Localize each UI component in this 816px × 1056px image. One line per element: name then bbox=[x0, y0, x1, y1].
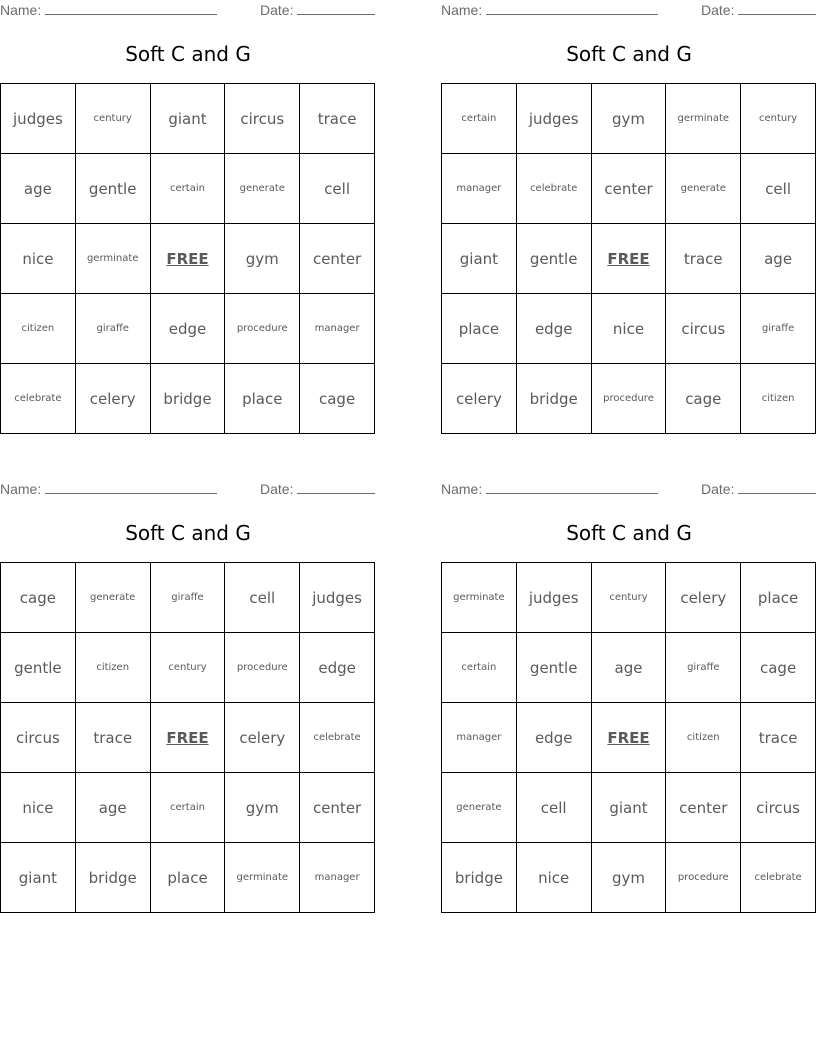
bingo-cell: giraffe bbox=[741, 294, 816, 364]
bingo-cell: germinate bbox=[442, 563, 517, 633]
bingo-cell: century bbox=[741, 84, 816, 154]
card-header bbox=[0, 481, 376, 499]
bingo-cell: giant bbox=[592, 773, 667, 843]
bingo-cell: certain bbox=[442, 633, 517, 703]
card-header bbox=[441, 481, 816, 499]
bingo-cell: center bbox=[666, 773, 741, 843]
bingo-cell: trace bbox=[300, 84, 375, 154]
bingo-cell: nice bbox=[517, 843, 592, 913]
bingo-cell: age bbox=[741, 224, 816, 294]
card-header bbox=[441, 2, 816, 20]
bingo-grid bbox=[441, 562, 816, 913]
bingo-cell: certain bbox=[151, 773, 226, 843]
bingo-cell: bridge bbox=[517, 364, 592, 434]
bingo-cell: center bbox=[300, 773, 375, 843]
bingo-cell: procedure bbox=[592, 364, 667, 434]
bingo-cell: citizen bbox=[1, 294, 76, 364]
bingo-cell: celery bbox=[225, 703, 300, 773]
bingo-cell: giant bbox=[442, 224, 517, 294]
bingo-cell: gentle bbox=[517, 224, 592, 294]
bingo-cell: century bbox=[592, 563, 667, 633]
bingo-cell: giraffe bbox=[666, 633, 741, 703]
bingo-cell: manager bbox=[300, 294, 375, 364]
card-title: Soft C and G bbox=[125, 42, 251, 66]
bingo-cell: certain bbox=[151, 154, 226, 224]
bingo-cell: celebrate bbox=[741, 843, 816, 913]
bingo-cell: manager bbox=[442, 703, 517, 773]
bingo-cell: bridge bbox=[151, 364, 226, 434]
bingo-cell: edge bbox=[517, 703, 592, 773]
bingo-cell: citizen bbox=[741, 364, 816, 434]
bingo-cell: cell bbox=[300, 154, 375, 224]
date-label: Date: bbox=[260, 2, 294, 18]
free-space-cell: FREE bbox=[592, 703, 667, 773]
bingo-cell: century bbox=[151, 633, 226, 703]
bingo-cell: procedure bbox=[225, 294, 300, 364]
bingo-cell: giraffe bbox=[151, 563, 226, 633]
bingo-cell: gym bbox=[592, 84, 667, 154]
date-blank-line bbox=[297, 2, 375, 15]
bingo-cell: certain bbox=[442, 84, 517, 154]
bingo-cell: procedure bbox=[666, 843, 741, 913]
bingo-cell: cage bbox=[1, 563, 76, 633]
bingo-cell: giraffe bbox=[76, 294, 151, 364]
bingo-cell: nice bbox=[1, 773, 76, 843]
bingo-cell: age bbox=[1, 154, 76, 224]
card-title: Soft C and G bbox=[566, 42, 692, 66]
bingo-cell: center bbox=[592, 154, 667, 224]
bingo-cell: edge bbox=[517, 294, 592, 364]
name-label: Name: bbox=[441, 481, 483, 497]
date-blank-line bbox=[297, 481, 375, 494]
bingo-cell: circus bbox=[1, 703, 76, 773]
bingo-card bbox=[0, 479, 376, 919]
name-blank-line bbox=[486, 2, 658, 15]
bingo-cell: generate bbox=[666, 154, 741, 224]
bingo-cell: manager bbox=[300, 843, 375, 913]
name-field bbox=[441, 2, 658, 18]
name-field bbox=[441, 481, 658, 497]
name-blank-line bbox=[45, 481, 217, 494]
bingo-card bbox=[441, 0, 816, 440]
bingo-cell: place bbox=[741, 563, 816, 633]
bingo-cell: germinate bbox=[76, 224, 151, 294]
bingo-cell: trace bbox=[76, 703, 151, 773]
bingo-cell: place bbox=[442, 294, 517, 364]
bingo-cell: trace bbox=[741, 703, 816, 773]
bingo-cell: gym bbox=[225, 773, 300, 843]
bingo-cell: germinate bbox=[225, 843, 300, 913]
bingo-cell: gym bbox=[592, 843, 667, 913]
bingo-cell: edge bbox=[151, 294, 226, 364]
bingo-card bbox=[0, 0, 376, 440]
bingo-cell: gentle bbox=[1, 633, 76, 703]
bingo-cell: generate bbox=[442, 773, 517, 843]
bingo-grid bbox=[0, 83, 375, 434]
bingo-cell: citizen bbox=[666, 703, 741, 773]
bingo-cell: germinate bbox=[666, 84, 741, 154]
free-space-cell: FREE bbox=[592, 224, 667, 294]
bingo-cell: edge bbox=[300, 633, 375, 703]
bingo-cell: judges bbox=[517, 84, 592, 154]
name-label: Name: bbox=[441, 2, 483, 18]
bingo-cell: circus bbox=[225, 84, 300, 154]
bingo-cell: age bbox=[592, 633, 667, 703]
bingo-cell: cage bbox=[741, 633, 816, 703]
card-title: Soft C and G bbox=[125, 521, 251, 545]
name-label: Name: bbox=[0, 481, 42, 497]
free-space-cell: FREE bbox=[151, 703, 226, 773]
bingo-cell: giant bbox=[151, 84, 226, 154]
bingo-cell: place bbox=[151, 843, 226, 913]
bingo-cell: bridge bbox=[76, 843, 151, 913]
bingo-cell: citizen bbox=[76, 633, 151, 703]
bingo-cell: celery bbox=[76, 364, 151, 434]
bingo-cell: judges bbox=[517, 563, 592, 633]
name-blank-line bbox=[486, 481, 658, 494]
bingo-cell: celebrate bbox=[300, 703, 375, 773]
bingo-card bbox=[441, 479, 816, 919]
bingo-cell: cage bbox=[300, 364, 375, 434]
free-space-cell: FREE bbox=[151, 224, 226, 294]
bingo-cell: bridge bbox=[442, 843, 517, 913]
bingo-cell: circus bbox=[666, 294, 741, 364]
bingo-cell: celery bbox=[442, 364, 517, 434]
name-field bbox=[0, 2, 217, 18]
bingo-cell: gentle bbox=[76, 154, 151, 224]
date-label: Date: bbox=[701, 2, 735, 18]
date-field bbox=[260, 481, 375, 497]
bingo-cell: manager bbox=[442, 154, 517, 224]
bingo-grid bbox=[441, 83, 816, 434]
name-blank-line bbox=[45, 2, 217, 15]
bingo-cell: circus bbox=[741, 773, 816, 843]
bingo-cell: cell bbox=[225, 563, 300, 633]
date-blank-line bbox=[738, 481, 816, 494]
card-title: Soft C and G bbox=[566, 521, 692, 545]
bingo-cell: cell bbox=[741, 154, 816, 224]
bingo-cell: cage bbox=[666, 364, 741, 434]
bingo-cell: celery bbox=[666, 563, 741, 633]
date-field bbox=[701, 481, 816, 497]
date-blank-line bbox=[738, 2, 816, 15]
bingo-cell: judges bbox=[300, 563, 375, 633]
bingo-cell: age bbox=[76, 773, 151, 843]
name-label: Name: bbox=[0, 2, 42, 18]
bingo-cell: center bbox=[300, 224, 375, 294]
bingo-cell: gym bbox=[225, 224, 300, 294]
bingo-cell: place bbox=[225, 364, 300, 434]
bingo-cell: gentle bbox=[517, 633, 592, 703]
name-field bbox=[0, 481, 217, 497]
bingo-cell: cell bbox=[517, 773, 592, 843]
bingo-cell: nice bbox=[1, 224, 76, 294]
bingo-grid bbox=[0, 562, 375, 913]
bingo-cell: celebrate bbox=[1, 364, 76, 434]
bingo-cell: celebrate bbox=[517, 154, 592, 224]
bingo-cell: judges bbox=[1, 84, 76, 154]
card-header bbox=[0, 2, 376, 20]
bingo-cell: procedure bbox=[225, 633, 300, 703]
bingo-cell: century bbox=[76, 84, 151, 154]
bingo-cell: trace bbox=[666, 224, 741, 294]
date-field bbox=[701, 2, 816, 18]
date-field bbox=[260, 2, 375, 18]
date-label: Date: bbox=[701, 481, 735, 497]
bingo-cell: generate bbox=[76, 563, 151, 633]
bingo-cell: nice bbox=[592, 294, 667, 364]
date-label: Date: bbox=[260, 481, 294, 497]
bingo-cell: giant bbox=[1, 843, 76, 913]
bingo-cell: generate bbox=[225, 154, 300, 224]
